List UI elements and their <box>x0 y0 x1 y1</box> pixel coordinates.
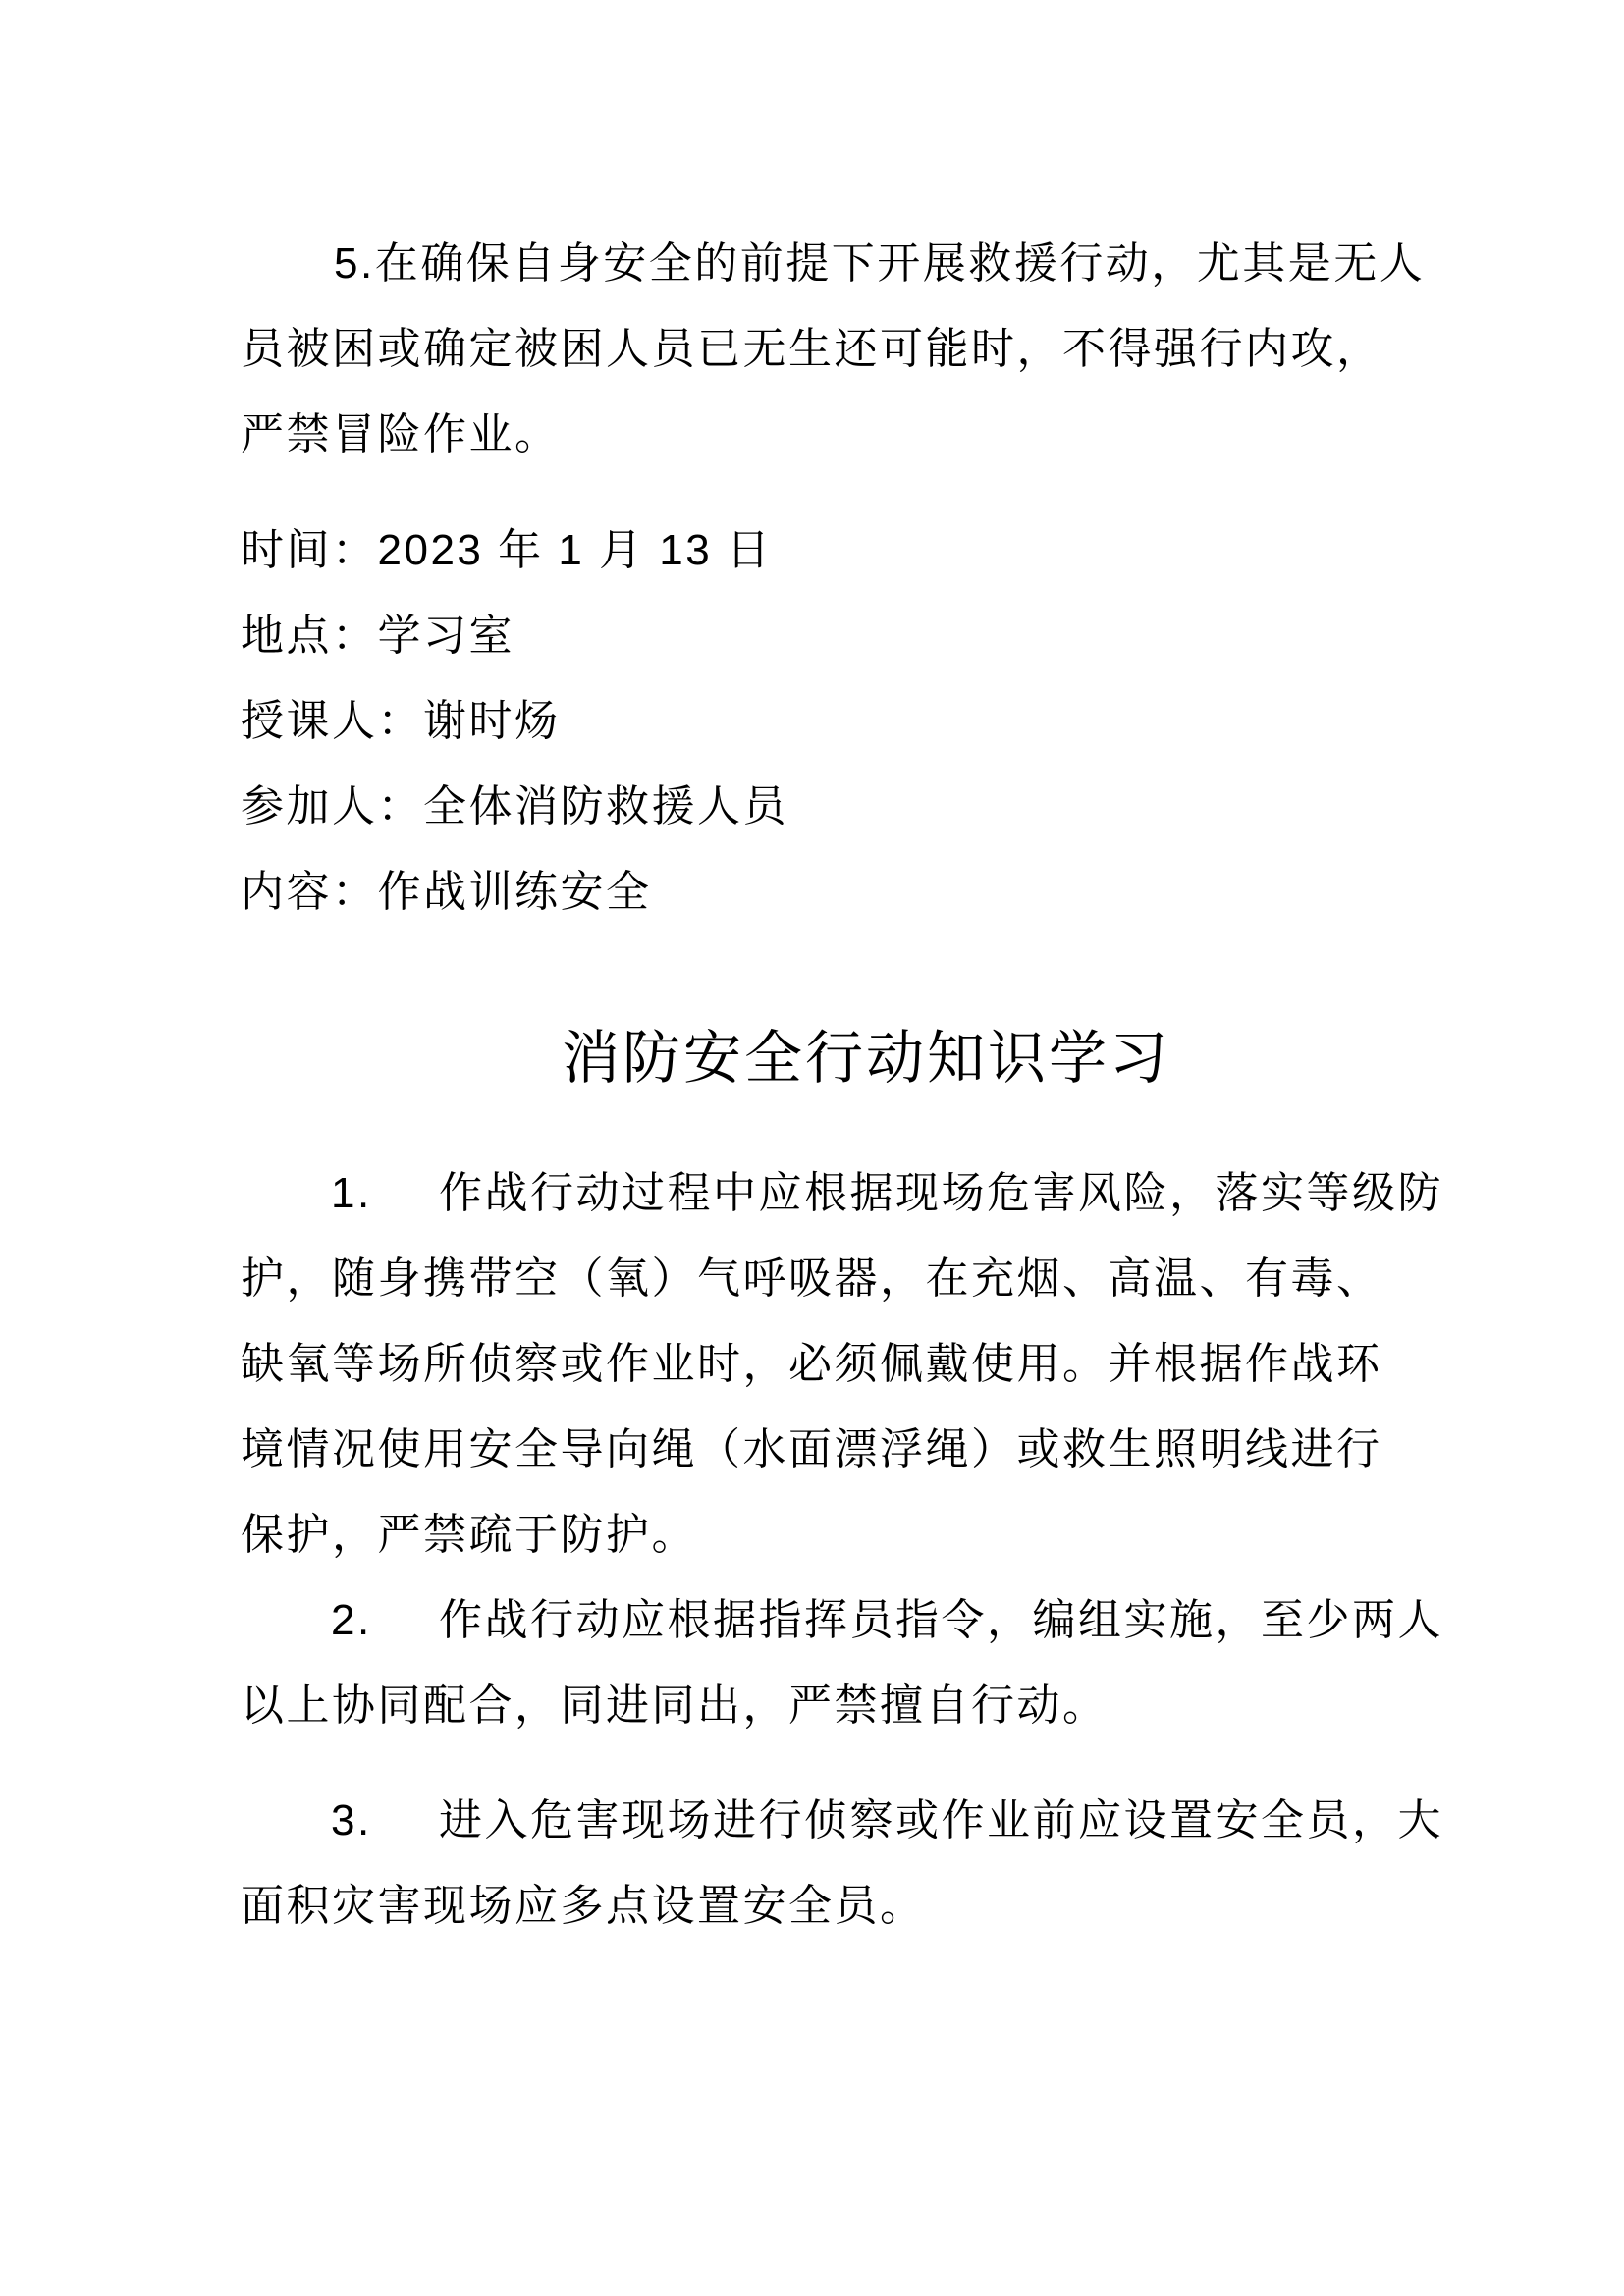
intro-paragraph <box>241 221 1425 477</box>
paragraph-line: 以上协同配合，同进同出，严禁擅自行动。 <box>241 1682 1109 1730</box>
paragraph-line: 5.在确保自身安全的前提下开展救援行动，尤其是无人 <box>334 240 1426 288</box>
document-content <box>241 0 1443 1949</box>
list-number: 1. <box>331 1169 372 1217</box>
list-number: 2. <box>331 1596 372 1644</box>
meta-lecturer: 授课人：谢时炀 <box>241 697 561 745</box>
meta-topic: 内容：作战训练安全 <box>241 868 652 916</box>
numbered-paragraph <box>241 1150 1443 1577</box>
list-item-line <box>241 1778 1443 1863</box>
paragraph-line: 护，随身携带空（氧）气呼吸器，在充烟、高温、有毒、 <box>241 1255 1382 1303</box>
meta-participants: 参加人：全体消防救援人员 <box>241 782 788 830</box>
list-number: 3. <box>331 1796 372 1844</box>
numbered-paragraph <box>241 1577 1443 1748</box>
paragraph-line: 保护，严禁疏于防护。 <box>241 1511 697 1559</box>
paragraph-line: 面积灾害现场应多点设置安全员。 <box>241 1882 926 1930</box>
meta-place: 地点：学习室 <box>241 612 514 660</box>
list-text: 作战行动过程中应根据现场危害风险，落实等级防 <box>439 1169 1443 1217</box>
list-item-line <box>241 1577 1443 1663</box>
numbered-paragraph <box>241 1778 1443 1949</box>
paragraph-line: 境情况使用安全导向绳（水面漂浮绳）或救生照明线进行 <box>241 1425 1382 1473</box>
list-text: 作战行动应根据指挥员指令，编组实施，至少两人 <box>439 1596 1443 1644</box>
meta-time: 时间：2023 年 1 月 13 日 <box>241 526 773 574</box>
paragraph-line: 严禁冒险作业。 <box>241 410 561 458</box>
meta-block <box>241 507 788 934</box>
paragraph-line: 员被困或确定被困人员已无生还可能时，不得强行内攻， <box>241 325 1382 373</box>
list-item-line <box>241 1150 1443 1236</box>
page-title: 消防安全行动知识学习 <box>562 1026 1171 1091</box>
paragraph-line: 缺氧等场所侦察或作业时，必须佩戴使用。并根据作战环 <box>241 1340 1382 1388</box>
list-text: 进入危害现场进行侦察或作业前应设置安全员，大 <box>439 1796 1443 1844</box>
